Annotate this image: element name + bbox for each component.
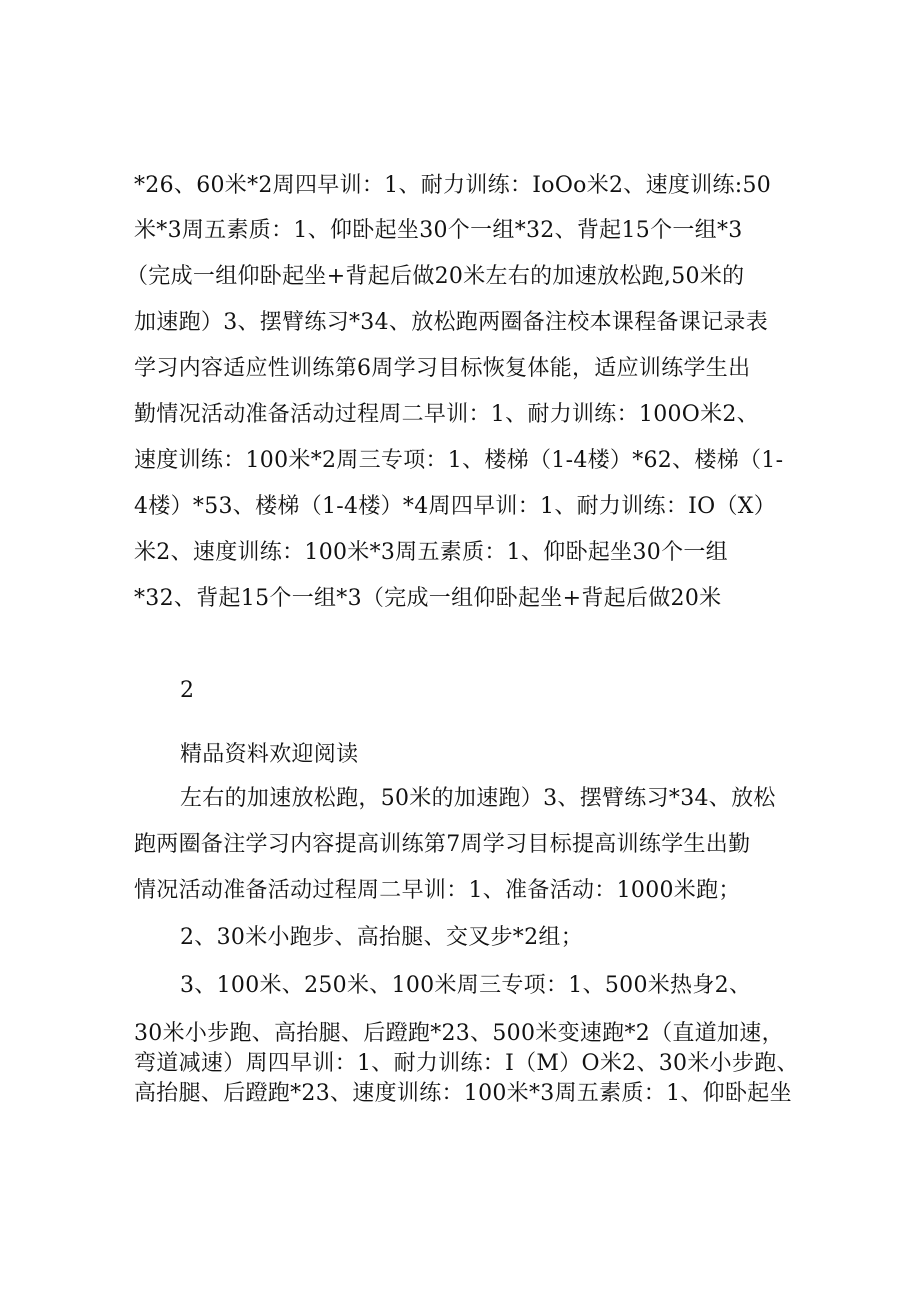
text-line: 情况活动准备活动过程周二早训：1、准备活动：1000米跑； <box>134 878 741 903</box>
text-line: 高抬腿、后蹬跑*23、速度训练：100米*3周五素质：1、仰卧起坐 <box>134 1081 792 1106</box>
text-line: 学习内容适应性训练第6周学习目标恢复体能，适应训练学生出 <box>134 356 751 381</box>
text-line: *26、60米*2周四早训：1、耐力训练：IoOo米2、速度训练:50 <box>134 173 772 198</box>
text-line: 左右的加速放松跑，50米的加速跑）3、摆臂练习*34、放松 <box>180 786 776 811</box>
text-line: 米*3周五素质：1、仰卧起坐30个一组*32、背起15个一组*3 <box>134 218 743 243</box>
text-line: （完成一组仰卧起坐+背起后做20米左右的加速放松跑,50米的 <box>126 264 745 289</box>
text-line: 加速跑）3、摆臂练习*34、放松跑两圈备注校本课程备课记录表 <box>134 310 768 335</box>
text-line: 30米小步跑、高抬腿、后蹬跑*23、500米变速跑*2（直道加速， <box>134 1021 784 1046</box>
page-number: 2 <box>180 678 195 703</box>
text-line: 4楼）*53、楼梯（1-4楼）*4周四早训：1、耐力训练：IO（X） <box>134 494 777 519</box>
text-line: 速度训练：100米*2周三专项：1、楼梯（1-4楼）*62、楼梯（1- <box>134 448 784 473</box>
text-line: 跑两圈备注学习内容提高训练第7周学习目标提高训练学生出勤 <box>134 832 751 857</box>
text-line: 米2、速度训练：100米*3周五素质：1、仰卧起坐30个一组 <box>134 540 728 565</box>
text-line: *32、背起15个一组*3（完成一组仰卧起坐+背起后做20米 <box>134 586 722 611</box>
text-line: 勤情况活动准备活动过程周二早训：1、耐力训练：100O米2、 <box>134 402 760 427</box>
text-line: 2、30米小跑步、高抬腿、交叉步*2组； <box>180 925 583 950</box>
header-note: 精品资料欢迎阅读 <box>180 742 359 767</box>
text-line: 弯道减速）周四早训：1、耐力训练：I（M）O米2、30米小步跑、 <box>134 1051 799 1076</box>
text-line: 3、100米、250米、100米周三专项：1、500米热身2、 <box>180 973 752 998</box>
